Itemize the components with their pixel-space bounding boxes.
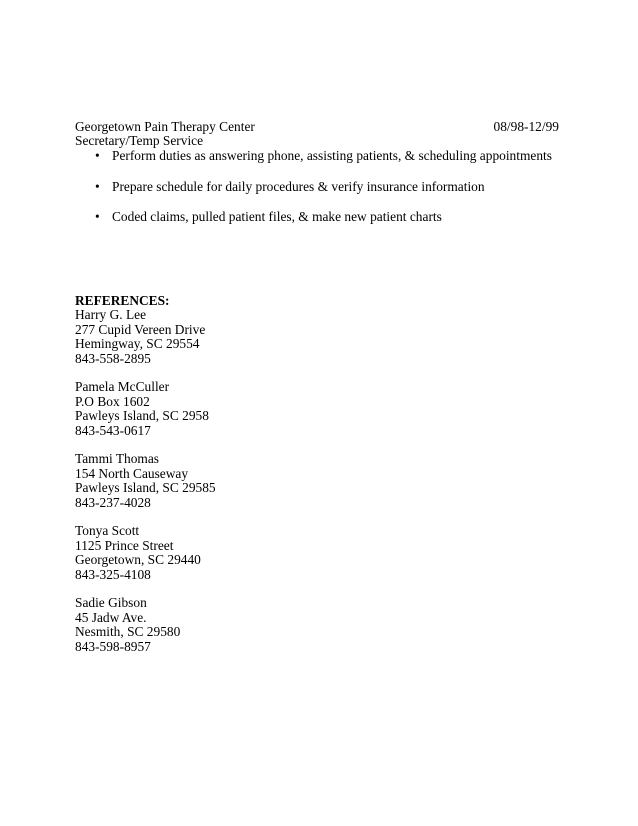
reference-entry	[75, 308, 216, 366]
bullet-icon: •	[95, 179, 100, 194]
reference-entry	[75, 380, 216, 438]
reference-street: 154 North Causeway	[75, 465, 189, 481]
reference-city: Nesmith, SC 29580	[75, 624, 181, 640]
reference-city: Hemingway, SC 29554	[75, 336, 200, 352]
job-position: Secretary/Temp Service	[75, 133, 204, 149]
reference-name: Tammi Thomas	[75, 451, 159, 467]
references-heading: REFERENCES:	[75, 293, 170, 308]
duty-text: Prepare schedule for daily procedures & verify insurance information	[112, 179, 485, 194]
bullet-icon: •	[95, 209, 100, 224]
reference-phone: 843-325-4108	[75, 566, 151, 582]
reference-city: Pawleys Island, SC 29585	[75, 480, 216, 496]
company-name: Georgetown Pain Therapy Center	[75, 119, 255, 134]
duty-item	[95, 149, 552, 163]
reference-city: Pawleys Island, SC 2958	[75, 408, 209, 424]
reference-street: 1125 Prince Street	[75, 537, 174, 553]
employment-dates: 08/98-12/99	[493, 119, 559, 134]
reference-city: Georgetown, SC 29440	[75, 552, 201, 568]
bullet-icon: •	[95, 148, 100, 163]
reference-street: 45 Jadw Ave.	[75, 609, 147, 625]
reference-street: P.O Box 1602	[75, 393, 150, 409]
reference-name: Sadie Gibson	[75, 595, 147, 611]
reference-entry	[75, 596, 216, 654]
reference-name: Tonya Scott	[75, 523, 140, 539]
reference-phone: 843-558-2895	[75, 350, 151, 366]
duty-text: Perform duties as answering phone, assisting patients, & scheduling appointments	[112, 148, 552, 163]
reference-name: Harry G. Lee	[75, 307, 147, 323]
duty-item	[95, 210, 442, 224]
reference-phone: 843-237-4028	[75, 494, 151, 510]
reference-entry	[75, 452, 216, 510]
reference-phone: 843-598-8957	[75, 638, 151, 654]
duty-text: Coded claims, pulled patient files, & make new patient charts	[112, 209, 442, 224]
reference-street: 277 Cupid Vereen Drive	[75, 321, 206, 337]
reference-phone: 843-543-0617	[75, 422, 151, 438]
reference-entry	[75, 524, 216, 582]
reference-name: Pamela McCuller	[75, 379, 170, 395]
job-entry	[75, 119, 559, 224]
references-section	[75, 294, 216, 668]
job-header	[75, 120, 559, 134]
duty-item	[95, 180, 485, 194]
